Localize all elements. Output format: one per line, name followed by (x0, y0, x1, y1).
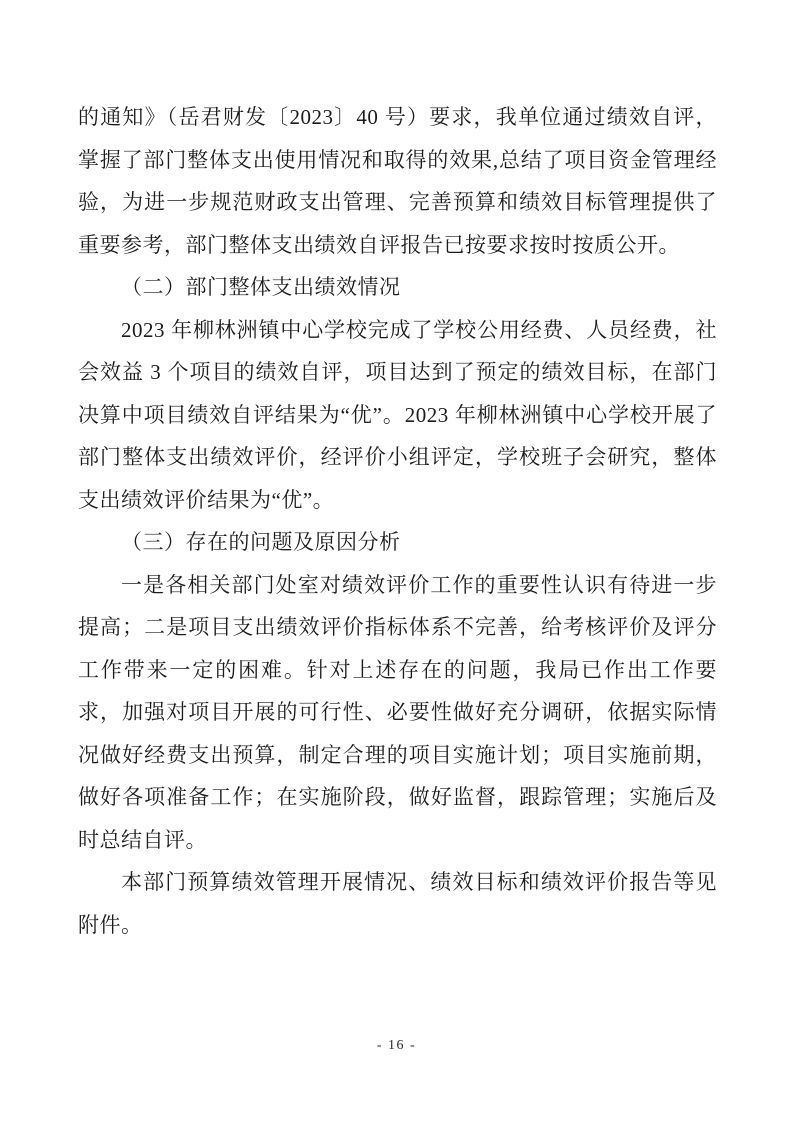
page-number: - 16 - (376, 1038, 417, 1053)
paragraph: 本部门预算绩效管理开展情况、绩效目标和绩效评价报告等见附件。 (78, 870, 717, 937)
paragraph: 的通知》（岳君财发〔2023〕40 号）要求，我单位通过绩效自评，掌握了部门整体支出使用情况和取得的效果,总结了项目资金管理经验，为进一步规范财政支出管理、完善预算和绩效目标管理提供了重要参考，部门整体支出绩效自评报告已按要求按时按质公开。 (78, 105, 717, 257)
paragraph: 2023 年柳林洲镇中心学校完成了学校公用经费、人员经费，社会效益 3 个项目的绩效自评，项目达到了预定的绩效目标，在部门决算中项目绩效自评结果为“优”。2023 年柳林洲镇中心学校开展了部门整体支出绩效评价，经评价小组评定，学校班子会研究，整体支出绩效评价结果为“优”。 (78, 317, 717, 512)
paragraph: 一是各相关部门处室对绩效评价工作的重要性认识有待进一步提高；二是项目支出绩效评价指标体系不完善，给考核评价及评分工作带来一定的困难。针对上述存在的问题，我局已作出工作要求，加强对项目开展的可行性、必要性做好充分调研，依据实际情况做好经费支出预算，制定合理的项目实施计划；项目实施前期，做好各项准备工作；在实施阶段，做好监督，跟踪管理；实施后及时总结自评。 (78, 572, 717, 852)
paragraph: （三）存在的问题及原因分析 (121, 530, 401, 554)
document-body (78, 96, 717, 946)
paragraph: （二）部门整体支出绩效情况 (121, 275, 401, 299)
